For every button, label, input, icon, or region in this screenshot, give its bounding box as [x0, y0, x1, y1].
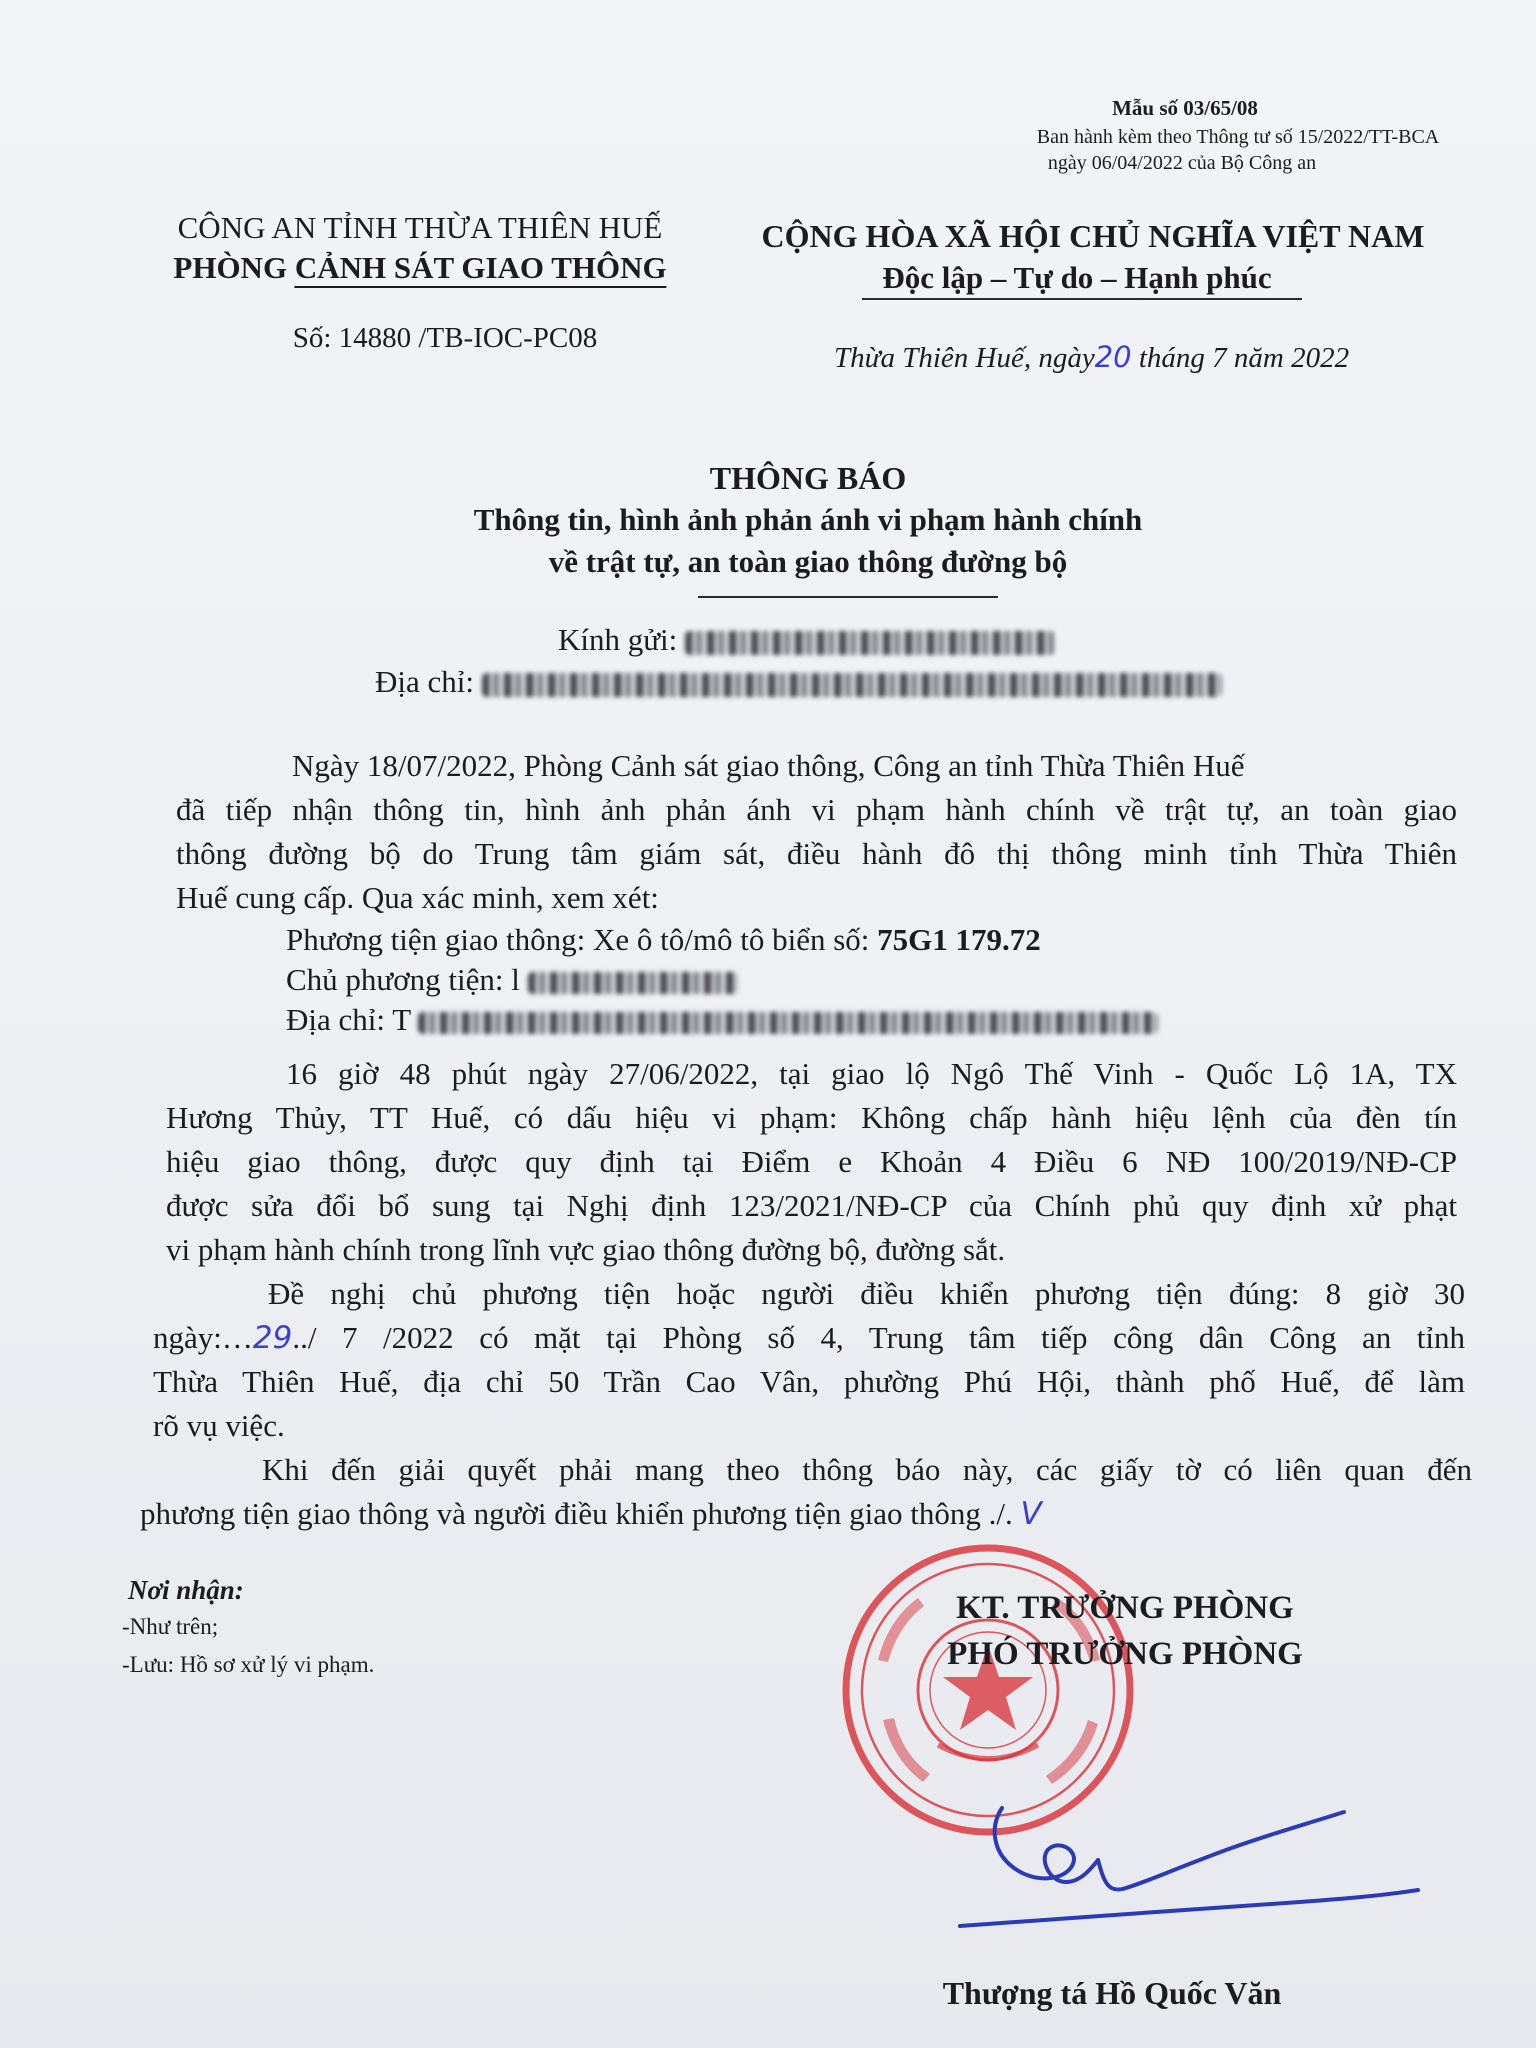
redacted-owner-name [528, 972, 738, 994]
body-p2-line2: Hương Thủy, TT Huế, có dấu hiệu vi phạm: Không chấp hành hiệu lệnh của đèn tín [166, 1100, 1457, 1135]
recipient-line [558, 622, 1055, 658]
date-rest: tháng 7 năm 2022 [1131, 342, 1350, 374]
nation-name: CỘNG HÒA XÃ HỘI CHỦ NGHĨA VIỆT NAM [761, 218, 1425, 254]
body-p1-line4: Huế cung cấp. Qua xác minh, xem xét: [176, 880, 659, 915]
body-p3-line4: rõ vụ việc. [153, 1408, 285, 1443]
body-p4-line1: Khi đến giải quyết phải mang theo thông báo này, các giấy tờ có liên quan đến [262, 1452, 1472, 1487]
address-label: Địa chỉ: [375, 664, 474, 699]
redacted-recipient-name [685, 631, 1055, 655]
recipient-label: Kính gửi: [558, 622, 678, 657]
issued-line-1: Ban hành kèm theo Thông tư số 15/2022/TT-BCA [1036, 126, 1440, 148]
form-code: Mẫu số 03/65/08 [1112, 96, 1258, 120]
appointment-day-rest: ../ 7 /2022 có mặt tại Phòng số 4, Trung tâm tiếp công dân Công an tỉnh [292, 1320, 1465, 1355]
body-p1-line1: Ngày 18/07/2022, Phòng Cảnh sát giao thông, Công an tỉnh Thừa Thiên Huế [292, 748, 1245, 783]
body-p2-line4: được sửa đổi bổ sung tại Nghị định 123/2021/NĐ-CP của Chính phủ quy định xử phạt [166, 1188, 1457, 1223]
body-p1-line3: thông đường bộ do Trung tâm giám sát, điều hành đô thị thông minh tỉnh Thừa Thiên [176, 836, 1457, 871]
recipient-address-line [375, 664, 1222, 700]
issue-date [834, 340, 1349, 375]
recipients-item-2: -Lưu: Hồ sơ xử lý vi phạm. [122, 1652, 375, 1677]
body-p3-line1: Đề nghị chủ phương tiện hoặc người điều khiển phương tiện đúng: 8 giờ 30 [268, 1276, 1465, 1311]
body-p2-line1: 16 giờ 48 phút ngày 27/06/2022, tại giao lộ Ngô Thế Vinh - Quốc Lộ 1A, TX [286, 1056, 1457, 1091]
notice-title: THÔNG BÁO [709, 460, 907, 496]
redacted-recipient-address [482, 673, 1222, 697]
license-plate: 75G1 179.72 [877, 922, 1041, 957]
body-p1-line2: đã tiếp nhận thông tin, hình ảnh phản ánh vi phạm hành chính về trật tự, an toàn giao [176, 792, 1457, 827]
body-p4-line2 [140, 1496, 1042, 1532]
owner-initial: l [511, 962, 520, 997]
body-p2-line5: vi phạm hành chính trong lĩnh vực giao thông đường bộ, đường sắt. [166, 1232, 1006, 1267]
notice-subtitle-2: về trật tự, an toàn giao thông đường bộ [548, 544, 1068, 579]
date-day-handwritten: 20 [1094, 340, 1132, 374]
vehicle-line [286, 922, 1041, 958]
redacted-owner-address [418, 1012, 1158, 1034]
body-p3-line3: Thừa Thiên Huế, địa chỉ 50 Trần Cao Vân, phường Phú Hội, thành phố Huế, để làm [153, 1364, 1465, 1399]
recipients-item-1: -Như trên; [122, 1614, 219, 1639]
signature-title-1: KT. TRƯỞNG PHÒNG [956, 1590, 1294, 1626]
signer-name: Thượng tá Hồ Quốc Văn [942, 1975, 1282, 2011]
owner-address-line [286, 1002, 1158, 1038]
appointment-day-prefix: ngày:… [153, 1320, 253, 1355]
appointment-day-handwritten: 29 [252, 1320, 293, 1356]
national-motto: Độc lập – Tự do – Hạnh phúc [882, 260, 1272, 295]
document-number: Số: 14880 /TB-IOC-PC08 [292, 322, 598, 354]
body-p2-line3: hiệu giao thông, được quy định tại Điểm e Khoản 4 Điều 6 NĐ 100/2019/NĐ-CP [166, 1144, 1457, 1179]
department-name-part2: CẢNH SÁT GIAO THÔNG [295, 250, 667, 288]
owner-address-label: Địa chỉ: [286, 1002, 393, 1037]
notice-subtitle-1: Thông tin, hình ảnh phản ánh vi phạm hành chính [473, 502, 1143, 537]
department-name-part1: PHÒNG [173, 250, 295, 285]
owner-label: Chủ phương tiện: [286, 962, 512, 997]
date-prefix: Thừa Thiên Huế, ngày [834, 342, 1095, 374]
motto-underline [862, 298, 1302, 300]
owner-line [286, 962, 738, 998]
body-p4-line2-text: phương tiện giao thông và người điều khiển phương tiện giao thông ./. [140, 1496, 1013, 1531]
department-name [173, 250, 666, 286]
owner-address-initial: T [392, 1002, 411, 1037]
issued-line-2: ngày 06/04/2022 của Bộ Công an [1047, 152, 1317, 174]
title-rule [698, 596, 998, 598]
body-p3-line2 [153, 1320, 1465, 1356]
signature-title-2: PHÓ TRƯỞNG PHÒNG [947, 1636, 1303, 1672]
agency-name: CÔNG AN TỈNH THỪA THIÊN HUẾ [177, 210, 663, 245]
vehicle-label: Phương tiện giao thông: Xe ô tô/mô tô biển số: [286, 922, 878, 957]
recipients-title: Nơi nhận: [128, 1575, 244, 1605]
initial-mark-handwritten: V [1020, 1496, 1042, 1532]
handwritten-signature [940, 1790, 1430, 1950]
